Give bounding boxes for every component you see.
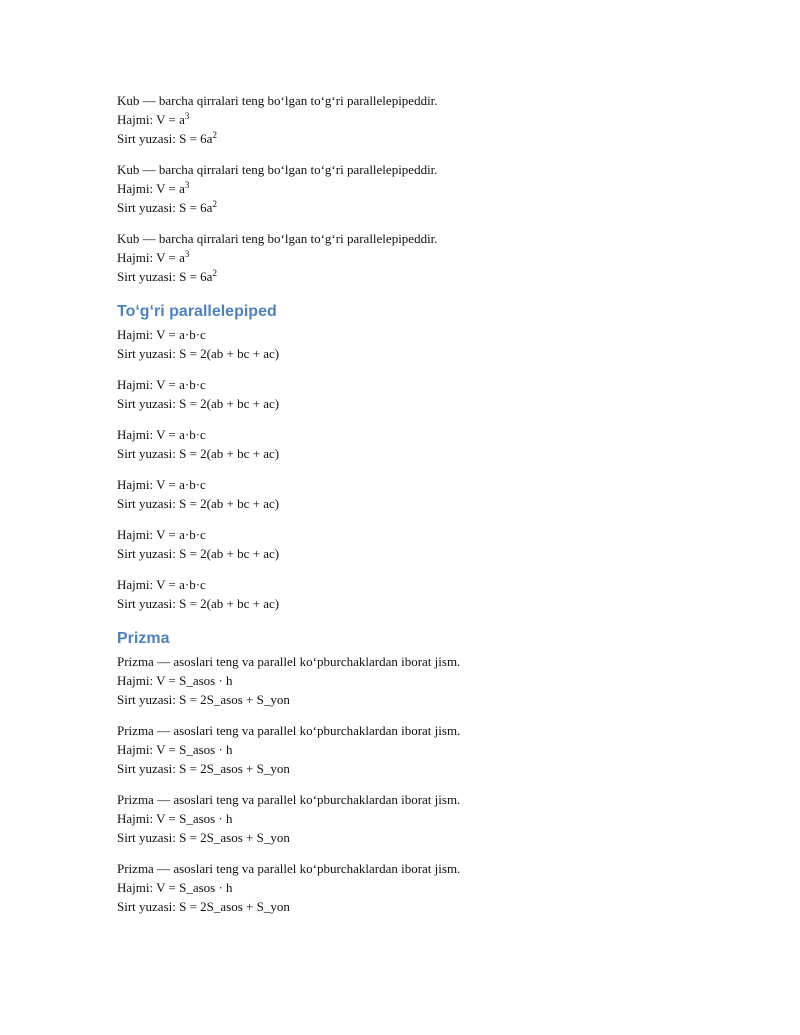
- parallelepiped-block: [117, 525, 717, 563]
- kub-volume-text: Hajmi: V = a: [117, 250, 185, 265]
- parallelepiped-volume: Hajmi: V = a·b·c: [117, 427, 206, 442]
- parallelepiped-volume: Hajmi: V = a·b·c: [117, 377, 206, 392]
- parallelepiped-volume: Hajmi: V = a·b·c: [117, 327, 206, 342]
- parallelepiped-surface: Sirt yuzasi: S = 2(ab + bc + ac): [117, 346, 280, 361]
- parallelepiped-surface: Sirt yuzasi: S = 2(ab + bc + ac): [117, 396, 280, 411]
- prizma-definition: Prizma — asoslari teng va parallel ko‘pburchaklardan iborat jism.: [117, 792, 461, 807]
- prizma-volume: Hajmi: V = S_asos · h: [117, 742, 233, 757]
- prizma-volume: Hajmi: V = S_asos · h: [117, 880, 233, 895]
- prizma-block: [117, 652, 717, 709]
- kub-surface-text: Sirt yuzasi: S = 6a: [117, 200, 213, 215]
- kub-surface-formula: [117, 198, 717, 217]
- kub-section: [117, 91, 717, 286]
- kub-volume-exponent: 3: [184, 111, 190, 121]
- kub-definition: Kub — barcha qirralari teng bo‘lgan to‘g‘ri parallelepipeddir.: [117, 93, 438, 108]
- kub-volume-exponent: 3: [184, 180, 190, 190]
- parallelepiped-volume: Hajmi: V = a·b·c: [117, 477, 206, 492]
- parallelepiped-block: [117, 375, 717, 413]
- section-heading: To‘g‘ri parallelepiped: [117, 303, 277, 320]
- kub-volume-text: Hajmi: V = a: [117, 112, 185, 127]
- prizma-surface: Sirt yuzasi: S = 2S_asos + S_yon: [117, 830, 290, 845]
- prizma-surface: Sirt yuzasi: S = 2S_asos + S_yon: [117, 692, 290, 707]
- prizma-block: [117, 859, 717, 916]
- prizma-block: [117, 790, 717, 847]
- prizma-volume: Hajmi: V = S_asos · h: [117, 811, 233, 826]
- prizma-surface: Sirt yuzasi: S = 2S_asos + S_yon: [117, 761, 290, 776]
- kub-definition: Kub — barcha qirralari teng bo‘lgan to‘g‘ri parallelepipeddir.: [117, 231, 438, 246]
- kub-volume-exponent: 3: [184, 249, 190, 259]
- parallelepiped-surface: Sirt yuzasi: S = 2(ab + bc + ac): [117, 546, 280, 561]
- kub-block: [117, 229, 717, 286]
- parallelepiped-volume: Hajmi: V = a·b·c: [117, 527, 206, 542]
- kub-block: [117, 160, 717, 217]
- prizma-section: [117, 628, 717, 916]
- kub-surface-formula: [117, 129, 717, 148]
- parallelepiped-volume: Hajmi: V = a·b·c: [117, 577, 206, 592]
- kub-surface-text: Sirt yuzasi: S = 6a: [117, 131, 213, 146]
- prizma-definition: Prizma — asoslari teng va parallel ko‘pburchaklardan iborat jism.: [117, 861, 461, 876]
- parallelepiped-surface: Sirt yuzasi: S = 2(ab + bc + ac): [117, 446, 280, 461]
- kub-surface-exponent: 2: [212, 199, 217, 209]
- kub-surface-formula: [117, 267, 717, 286]
- document-body: [117, 91, 717, 928]
- prizma-block: [117, 721, 717, 778]
- parallelepiped-block: [117, 425, 717, 463]
- kub-definition: Kub — barcha qirralari teng bo‘lgan to‘g‘ri parallelepipeddir.: [117, 162, 438, 177]
- kub-volume-formula: [117, 179, 717, 198]
- parallelepiped-block: [117, 325, 717, 363]
- togri-parallelepiped-section: [117, 301, 717, 613]
- parallelepiped-block: [117, 575, 717, 613]
- prizma-definition: Prizma — asoslari teng va parallel ko‘pburchaklardan iborat jism.: [117, 654, 461, 669]
- prizma-volume: Hajmi: V = S_asos · h: [117, 673, 233, 688]
- parallelepiped-surface: Sirt yuzasi: S = 2(ab + bc + ac): [117, 596, 280, 611]
- parallelepiped-block: [117, 475, 717, 513]
- kub-surface-exponent: 2: [212, 268, 217, 278]
- kub-volume-formula: [117, 248, 717, 267]
- prizma-definition: Prizma — asoslari teng va parallel ko‘pburchaklardan iborat jism.: [117, 723, 461, 738]
- kub-surface-exponent: 2: [212, 130, 217, 140]
- prizma-surface: Sirt yuzasi: S = 2S_asos + S_yon: [117, 899, 290, 914]
- kub-block: [117, 91, 717, 148]
- kub-volume-text: Hajmi: V = a: [117, 181, 185, 196]
- parallelepiped-surface: Sirt yuzasi: S = 2(ab + bc + ac): [117, 496, 280, 511]
- kub-volume-formula: [117, 110, 717, 129]
- kub-surface-text: Sirt yuzasi: S = 6a: [117, 269, 213, 284]
- section-heading: Prizma: [117, 630, 170, 647]
